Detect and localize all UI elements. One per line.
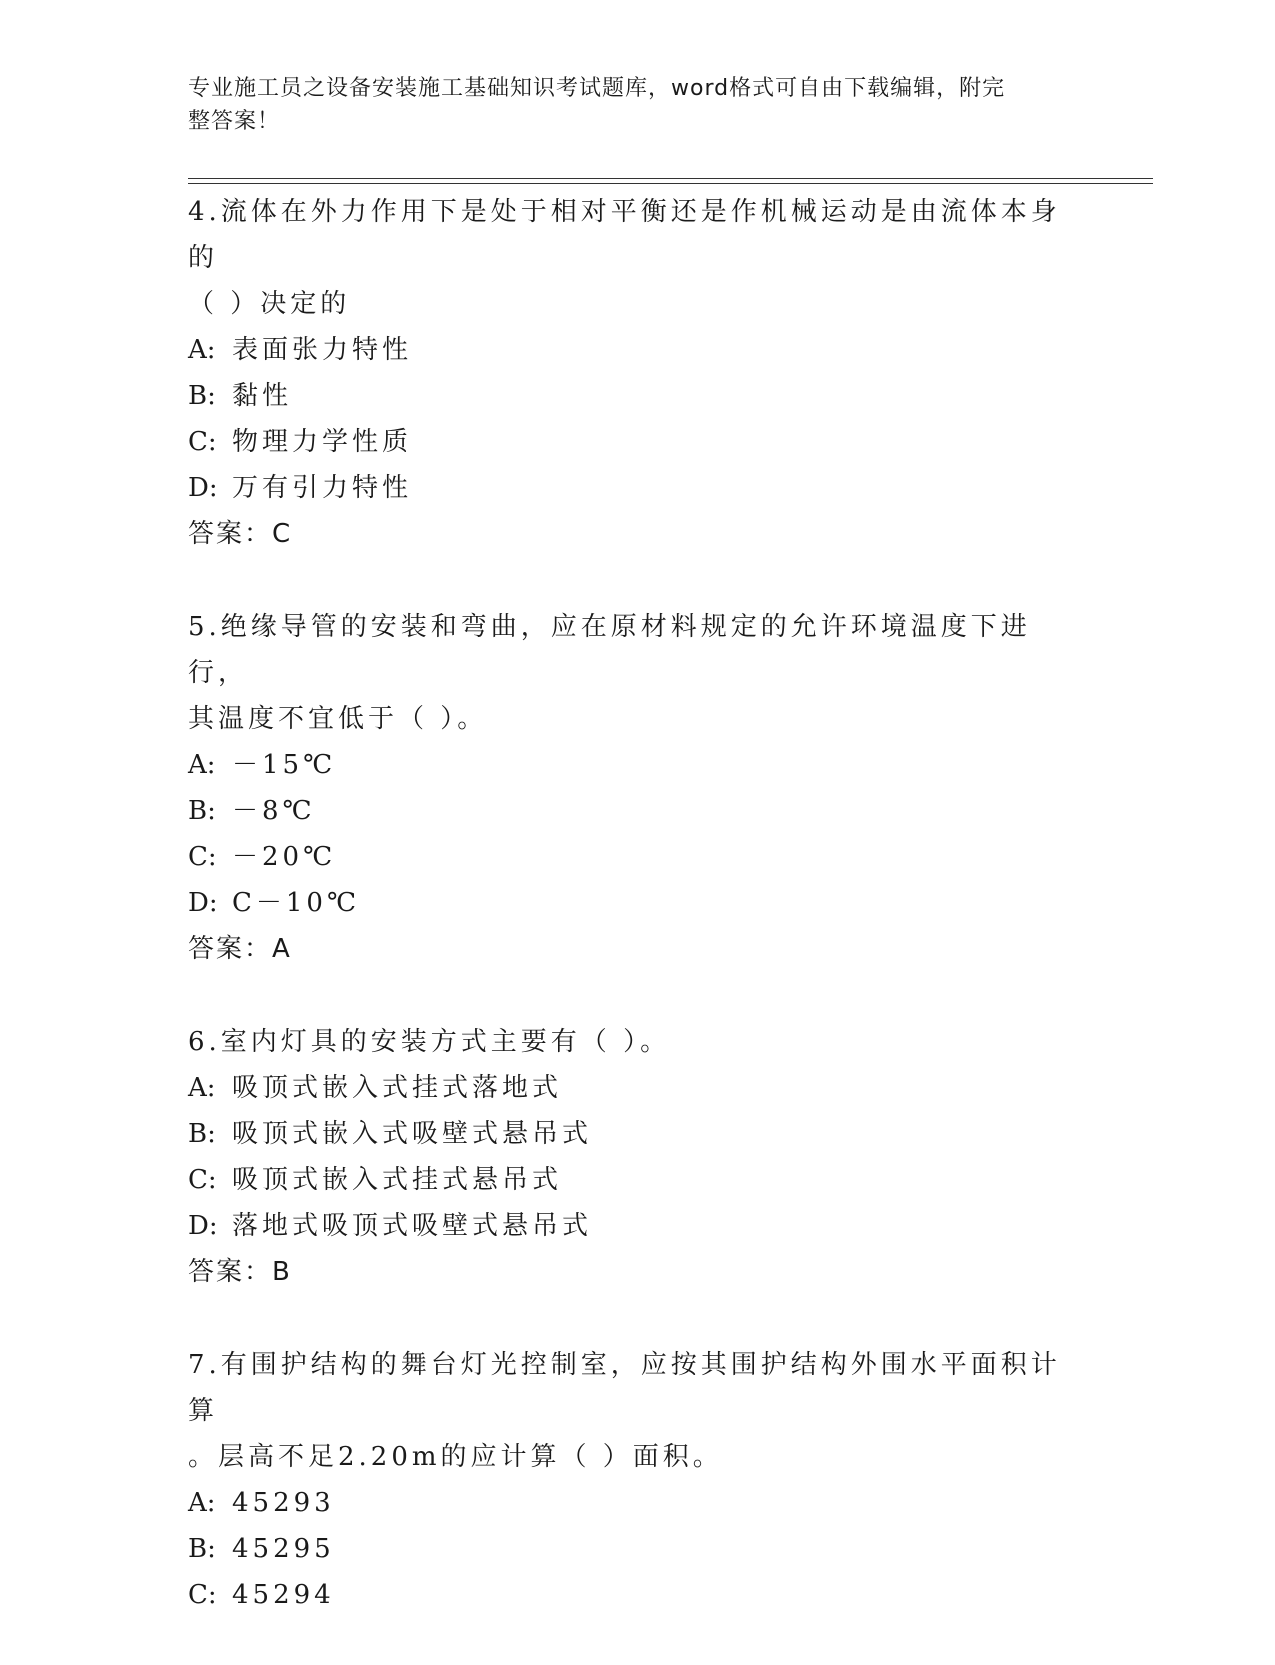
question-6	[188, 1019, 1088, 1295]
option-d	[188, 1203, 1088, 1249]
option-text: 45295	[232, 1534, 335, 1564]
option-text: 落地式吸顶式吸壁式悬吊式	[232, 1211, 593, 1241]
option-letter: A:	[188, 1488, 216, 1518]
option-letter: C:	[188, 1580, 217, 1610]
option-text: 吸顶式嵌入式挂式落地式	[232, 1073, 563, 1103]
option-letter: A:	[188, 750, 216, 780]
option-letter: B:	[188, 381, 216, 411]
option-letter: A:	[188, 335, 216, 365]
option-d	[188, 465, 1088, 511]
option-letter: C:	[188, 1165, 217, 1195]
header-divider-top	[188, 178, 1153, 179]
option-a	[188, 1065, 1088, 1111]
option-letter: B:	[188, 1534, 216, 1564]
question-stem-line: 7.有围护结构的舞台灯光控制室，应按其围护结构外围水平面积计算	[188, 1350, 1061, 1426]
question-4	[188, 189, 1088, 557]
option-letter: C:	[188, 427, 217, 457]
header-line-1: 专业施工员之设备安装施工基础知识考试题库，word格式可自由下载编辑，附完	[188, 76, 1006, 101]
option-b	[188, 1526, 1088, 1572]
option-a	[188, 742, 1088, 788]
option-c	[188, 1157, 1088, 1203]
option-letter: C:	[188, 842, 217, 872]
option-b	[188, 1111, 1088, 1157]
option-text: C－10℃	[232, 888, 361, 918]
option-text: 黏性	[232, 381, 293, 411]
option-text: 吸顶式嵌入式挂式悬吊式	[232, 1165, 563, 1195]
option-letter: A:	[188, 1073, 216, 1103]
answer-line: 答案：B	[188, 1257, 292, 1287]
question-5	[188, 604, 1088, 972]
answer-line: 答案：A	[188, 934, 292, 964]
question-stem-line: 5.绝缘导管的安装和弯曲，应在原材料规定的允许环境温度下进行，	[188, 612, 1031, 688]
option-text: －8℃	[232, 796, 316, 826]
question-stem-line: 4.流体在外力作用下是处于相对平衡还是作机械运动是由流体本身的	[188, 197, 1061, 273]
option-text: 45293	[232, 1488, 335, 1518]
option-c	[188, 419, 1088, 465]
option-text: －15℃	[232, 750, 337, 780]
option-text: 45294	[232, 1580, 335, 1610]
option-b	[188, 788, 1088, 834]
question-stem-line: 6.室内灯具的安装方式主要有（ ）。	[188, 1027, 671, 1057]
question-7	[188, 1342, 1088, 1618]
option-text: 吸顶式嵌入式吸壁式悬吊式	[232, 1119, 593, 1149]
option-text: －20℃	[232, 842, 337, 872]
question-stem-line: （ ）决定的	[188, 289, 351, 319]
question-stem-line: 其温度不宜低于（ ）。	[188, 704, 488, 734]
option-d	[188, 880, 1088, 926]
header-divider-bottom	[188, 183, 1153, 184]
option-letter: D:	[188, 1211, 218, 1241]
question-list	[188, 189, 1088, 1665]
option-b	[188, 373, 1088, 419]
option-letter: D:	[188, 888, 218, 918]
option-letter: B:	[188, 1119, 216, 1149]
document-header	[188, 72, 1068, 138]
option-letter: B:	[188, 796, 216, 826]
option-text: 物理力学性质	[232, 427, 413, 457]
option-a	[188, 327, 1088, 373]
header-line-2: 整答案！	[188, 109, 281, 134]
answer-line: 答案：C	[188, 519, 293, 549]
question-stem-line: 。层高不足2.20m的应计算（ ）面积。	[188, 1442, 723, 1472]
option-a	[188, 1480, 1088, 1526]
option-letter: D:	[188, 473, 218, 503]
option-text: 万有引力特性	[232, 473, 413, 503]
option-c	[188, 834, 1088, 880]
option-c	[188, 1572, 1088, 1618]
option-text: 表面张力特性	[232, 335, 413, 365]
